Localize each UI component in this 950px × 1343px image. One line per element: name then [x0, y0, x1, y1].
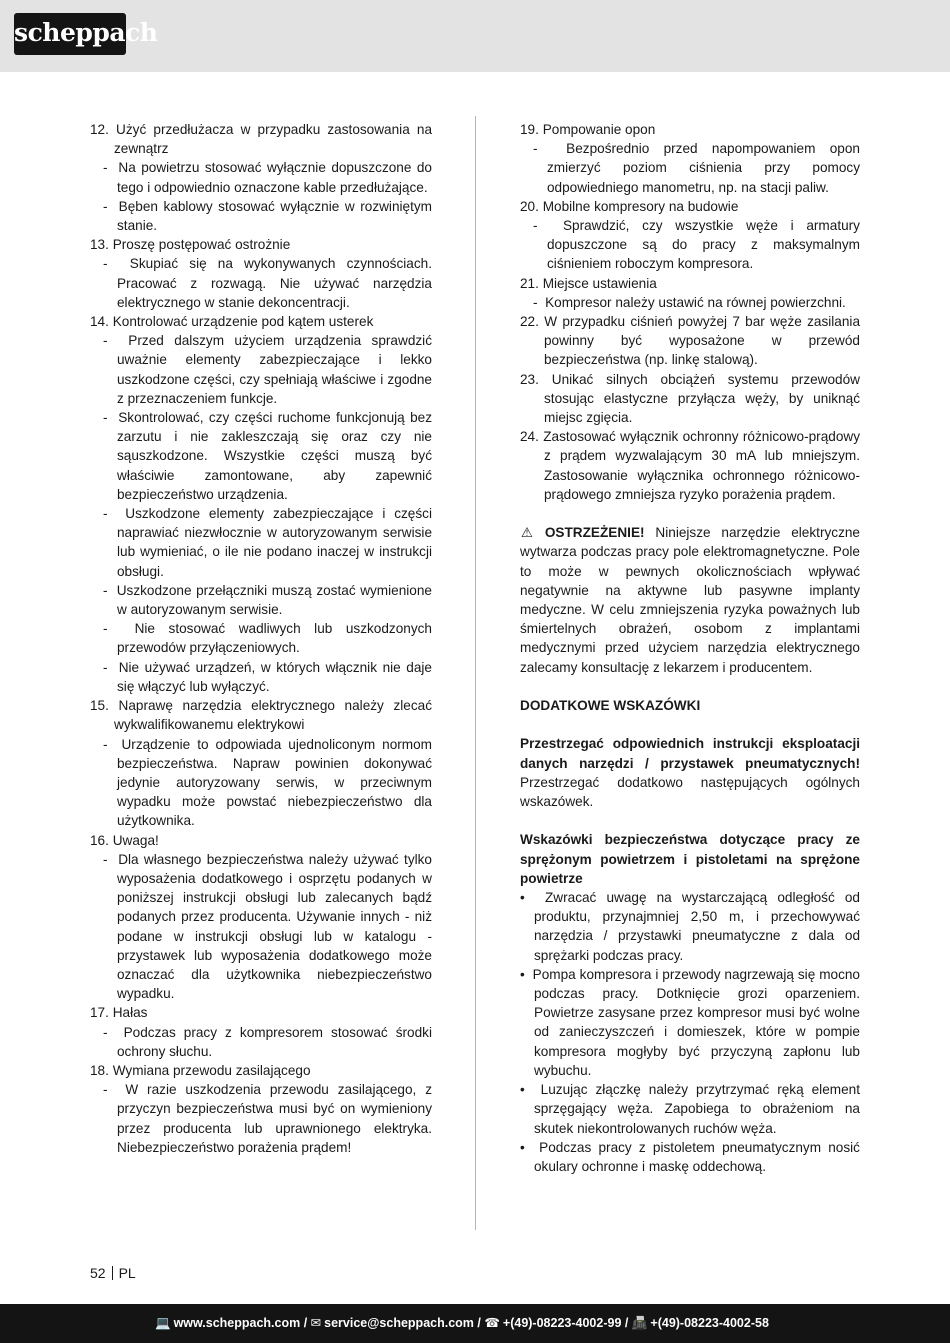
right-numbered-list: [520, 120, 860, 504]
sub-item: [90, 658, 432, 696]
phone-icon: ☎: [484, 1316, 500, 1330]
dash-marker: -: [103, 410, 119, 426]
sub-item: [90, 158, 432, 196]
item-title: Uwaga!: [112, 832, 159, 848]
sub-item: [90, 619, 432, 657]
item-number: 18.: [90, 1062, 109, 1078]
computer-icon: 💻: [155, 1316, 171, 1330]
dash-marker: -: [103, 851, 119, 867]
dash-marker: -: [103, 506, 126, 522]
sub-item: [90, 504, 432, 581]
item-number: 17.: [90, 1005, 109, 1021]
envelope-icon: ✉: [310, 1316, 322, 1330]
dash-marker: -: [103, 736, 122, 752]
numbered-item-text: [90, 120, 432, 158]
dash-marker: -: [533, 141, 567, 157]
sub-item-text: Bęben kablowy stosować wyłącznie w rozwiniętym stanie.: [117, 198, 432, 234]
sub-item-text: Bezpośrednio przed napompowaniem opon zmierzyć poziom ciśnienia przy pomocy odpowiedniego manometru, np. na stacji paliw.: [547, 141, 860, 195]
footer-separator: /: [621, 1316, 632, 1330]
bullet-item: [520, 965, 860, 1080]
sub-item-text: Uszkodzone elementy zabezpieczające i części naprawiać niezwłocznie w autoryzowanym serwisie lub wymieniać, o ile nie podano inaczej w instrukcji obsługi.: [117, 506, 432, 579]
sub-item: [90, 1023, 432, 1061]
footer-phone: +(49)-08223-4002-99: [502, 1316, 622, 1330]
sub-item-text: Dla własnego bezpieczeństwa należy używać tylko wyposażenia dodatkowego i osprzętu podanych w poniższej instrukcji obsługi lub zalecanych bądź podanych przez producenta. Używanie innych - niż podane w instrukcji obsługi lub w katalogu - przystawek lub wyposażenia dodatkowego może oznaczać dla użytkownika niebezpieczeństwo wypadku.: [117, 851, 432, 1002]
warning-text: Niniejsze narzędzie elektryczne wytwarza podczas pracy pole elektromagnetyczne. Pole to może w pewnych okolicznościach wpływać negatywnie na aktywne lub pasywne implanty medyczne. W celu zmniejszenia ryzyka poważnych lub śmiertelnych obrażeń, osobom z implantami medycznymi przed użyciem narzędzia elektrycznego zalecamy konsultację z lekarzem i producentem.: [520, 525, 860, 675]
sub-item: [90, 197, 432, 235]
instructions-text: Przestrzegać dodatkowo następujących ogólnych wskazówek.: [520, 774, 860, 810]
sub-item: [520, 139, 860, 197]
item-title: Pompowanie opon: [542, 122, 656, 137]
dash-marker: -: [103, 1024, 124, 1040]
item-number: 20.: [520, 198, 539, 214]
numbered-item: [520, 427, 860, 504]
item-number: 19.: [520, 122, 539, 137]
header-bar: [0, 0, 950, 72]
item-title: Naprawę narzędzia elektrycznego należy zlecać wykwalifikowanemu elektrykowi: [114, 698, 432, 733]
sub-item: [90, 254, 432, 312]
sub-item-text: Uszkodzone przełączniki muszą zostać wymienione w autoryzowanym serwisie.: [116, 582, 432, 618]
item-title: W przypadku ciśnień powyżej 7 bar węże zasilania powinny być wyposażone w przewód bezpieczeństwa (np. linkę stalową).: [544, 314, 861, 368]
scheppach-logo: scheppach: [14, 13, 126, 55]
numbered-item: [90, 696, 432, 830]
section-heading: DODATKOWE WSKAZÓWKI: [520, 698, 701, 714]
numbered-item-text: [90, 235, 432, 254]
footer-web[interactable]: www.scheppach.com: [173, 1316, 301, 1330]
right-column: [520, 120, 860, 1176]
item-title: Mobilne kompresory na budowie: [542, 198, 739, 214]
numbered-item: [520, 312, 860, 370]
item-number: 13.: [90, 237, 109, 253]
numbered-item-text: [520, 274, 860, 293]
sub-item: [90, 408, 432, 504]
left-column: [90, 120, 432, 1157]
bullet-text: Zwracać uwagę na wystarczającą odległość od produktu, przynajmniej 2,50 m, i przechowywać narzędzia / przystawki pneumatyczne z dala od sprężarki podczas pracy.: [534, 890, 860, 963]
bullet-marker: •: [520, 1082, 541, 1098]
sub-item: [520, 293, 860, 312]
sub-item-text: W razie uszkodzenia przewodu zasilającego, z przyczyn bezpieczeństwa musi być on wymieniony przez producenta lub uprawnionego elektryka. Niebezpieczeństwo porażenia prądem!: [117, 1082, 432, 1155]
sub-item: [520, 216, 860, 274]
numbered-item-text: [90, 1061, 432, 1080]
numbered-item-text: [520, 197, 860, 216]
dash-marker: -: [103, 1082, 126, 1098]
numbered-item: [90, 1003, 432, 1061]
instructions-bold: Przestrzegać odpowiednich instrukcji eksploatacji danych narzędzi / przystawek pneumatycznych!: [520, 736, 860, 771]
item-number: 24.: [520, 429, 539, 445]
sub-item: [90, 581, 432, 619]
fax-icon: 📠: [631, 1316, 648, 1330]
item-number: 21.: [520, 275, 539, 291]
sub-item: [90, 331, 432, 408]
dash-marker: -: [103, 621, 135, 637]
item-title: Wymiana przewodu zasilającego: [112, 1062, 311, 1078]
item-number: 12.: [90, 122, 109, 137]
safety-bullet-list: [520, 888, 860, 1176]
numbered-item: [90, 831, 432, 1004]
numbered-item: [520, 120, 860, 197]
sub-item-text: Skontrolować, czy części ruchome funkcjonują bez zarzutu i nie zakleszczają się oraz czy nie sąuszkodzone. Wszystkie części muszą być właściwie zamontowane, aby zapewnić bezpieczeństwo urządzenia.: [117, 410, 432, 502]
bullet-marker: •: [520, 1139, 540, 1155]
numbered-item-text: [90, 831, 432, 850]
page-number: [90, 1265, 136, 1281]
sub-item-text: Sprawdzić, czy wszystkie węże i armatury dopuszczone są do pracy z maksymalnym ciśnieniem roboczym kompresora.: [547, 218, 860, 272]
bullet-text: Luzując złączkę należy przytrzymać ręką element sprzęgający węża. Zapobiega to obrażeniom na skutek niekontrolowanych ruchów węża.: [534, 1082, 860, 1136]
footer-email[interactable]: service@scheppach.com: [324, 1316, 474, 1330]
footer-contacts: [155, 1304, 769, 1343]
sub-item-text: Kompresor należy ustawić na równej powierzchni.: [545, 294, 846, 310]
item-title: Użyć przedłużacza w przypadku zastosowania na zewnątrz: [114, 122, 433, 157]
numbered-item-text: [520, 370, 860, 428]
page-language: PL: [118, 1265, 136, 1281]
item-number: 22.: [520, 314, 539, 330]
dash-marker: -: [103, 256, 130, 272]
numbered-item: [520, 197, 860, 274]
dash-marker: -: [103, 582, 117, 598]
item-number: 15.: [90, 698, 109, 714]
sub-item: [90, 1080, 432, 1157]
sub-item-text: Nie stosować wadliwych lub uszkodzonych przewodów przyłączeniowych.: [117, 621, 432, 656]
numbered-item-text: [90, 1003, 432, 1022]
bullet-item: [520, 1080, 860, 1138]
numbered-item: [90, 1061, 432, 1157]
footer-fax: +(49)-08223-4002-58: [650, 1316, 769, 1330]
item-title: Zastosować wyłącznik ochronny różnicowo-prądowy z prądem wyzwalającym 30 mA lub mniejszym. Zastosowanie wyłącznika ochronnego różnicowo-prądowego zmniejsza ryzyko porażenia prądem.: [543, 429, 860, 502]
sub-item: [90, 735, 432, 831]
dash-marker: -: [103, 333, 129, 349]
safety-subheading: Wskazówki bezpieczeństwa dotyczące pracy ze sprężonym powietrzem i pistoletami na sprężone powietrze: [520, 832, 860, 886]
column-divider: [475, 116, 476, 1230]
sub-item-text: Skupiać się na wykonywanych czynnościach. Pracować z rozwagą. Nie używać narzędzia elektrycznego w stanie dekoncentracji.: [117, 256, 432, 310]
numbered-item-text: [520, 120, 860, 139]
sub-item-text: Urządzenie to odpowiada ujednoliconym normom bezpieczeństwa. Napraw powinien dokonywać jedynie autoryzowany serwis, w przeciwnym wypadku może powstać niebezpieczeństwo dla użytkownika.: [117, 736, 432, 829]
numbered-item: [90, 312, 432, 696]
footer-separator: /: [473, 1316, 485, 1330]
dash-marker: -: [103, 198, 119, 214]
warning-label: OSTRZEŻENIE!: [544, 525, 645, 541]
dash-marker: -: [533, 294, 546, 310]
numbered-item-text: [90, 696, 432, 734]
item-title: Unikać silnych obciążeń systemu przewodów stosując elastyczne przyłącza węży, by uniknąć miejsc zgięcia.: [544, 371, 860, 426]
sub-item-text: Na powietrzu stosować wyłącznie dopuszczone do tego i odpowiednio oznaczone kable przedłużające.: [117, 160, 432, 195]
page-separator: [112, 1266, 113, 1280]
warning-paragraph: [520, 523, 860, 677]
item-number: 16.: [90, 832, 109, 848]
numbered-item: [90, 120, 432, 235]
warning-triangle-icon: ⚠: [520, 525, 534, 541]
sub-item-text: Przed dalszym użyciem urządzenia sprawdzić uważnie elementy zabezpieczające i lekko uszkodzone części, czy spełniają właściwe i zgodne z przeznaczeniem funkcje.: [117, 333, 432, 406]
footer-bar: [0, 1304, 950, 1343]
bullet-item: [520, 888, 860, 965]
dash-marker: -: [533, 218, 563, 234]
item-number: 14.: [90, 314, 109, 330]
footer-separator: /: [300, 1316, 311, 1330]
item-title: Proszę postępować ostrożnie: [112, 237, 291, 253]
bullet-text: Podczas pracy z pistoletem pneumatycznym nosić okulary ochronne i maskę oddechową.: [534, 1139, 860, 1174]
item-number: 23.: [520, 371, 539, 387]
instructions-paragraph: [520, 734, 860, 811]
item-title: Miejsce ustawienia: [542, 275, 657, 291]
sub-item-text: Podczas pracy z kompresorem stosować środki ochrony słuchu.: [117, 1024, 432, 1059]
bullet-marker: •: [520, 890, 545, 906]
bullet-marker: •: [520, 966, 533, 982]
numbered-item-text: [520, 427, 860, 504]
sub-item-text: Nie używać urządzeń, w których włącznik nie daje się włączyć lub wyłączyć.: [117, 659, 432, 694]
item-title: Kontrolować urządzenie pod kątem usterek: [112, 314, 374, 330]
page-number-value: 52: [90, 1265, 106, 1281]
dash-marker: -: [103, 160, 119, 176]
bullet-text: Pompa kompresora i przewody nagrzewają się mocno podczas pracy. Dotknięcie grozi oparzeniem. Powietrze zasysane przez kompresor musi być wolne od zanieczyszczeń i domieszek, które w pompie kompresora mogłyby być przyczyną zapłonu lub wybuchu.: [532, 966, 860, 1078]
dash-marker: -: [103, 659, 119, 675]
numbered-item: [520, 370, 860, 428]
numbered-item: [520, 274, 860, 312]
bullet-item: [520, 1138, 860, 1176]
numbered-item-text: [520, 312, 860, 370]
numbered-item: [90, 235, 432, 312]
sub-item: [90, 850, 432, 1004]
item-title: Hałas: [112, 1005, 148, 1021]
numbered-item-text: [90, 312, 432, 331]
